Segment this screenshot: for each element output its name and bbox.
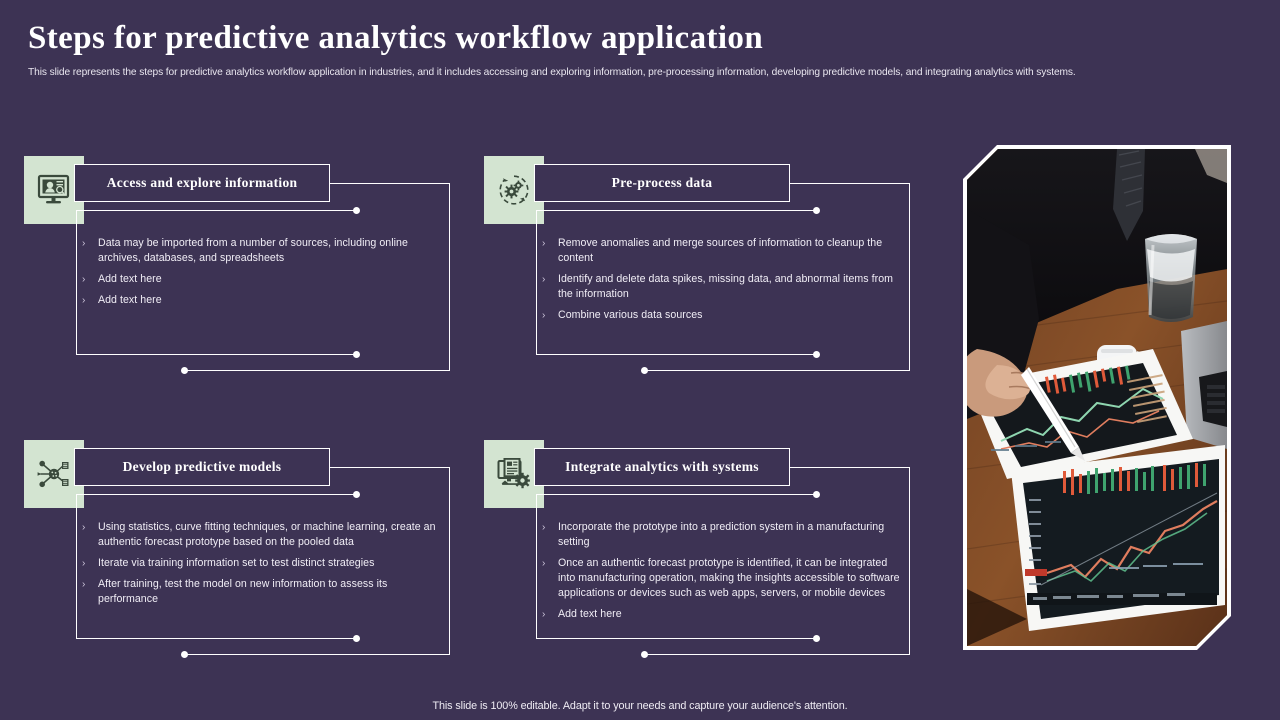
card-header-box bbox=[74, 448, 330, 486]
chevron-right-icon: › bbox=[82, 522, 86, 533]
card-header-box bbox=[534, 164, 790, 202]
connector-dot-left bbox=[181, 651, 188, 658]
chevron-right-icon: › bbox=[82, 558, 86, 569]
list-item-text: Iterate via training information set to test distinct strategies bbox=[98, 557, 375, 569]
list-item bbox=[540, 236, 900, 266]
list-item bbox=[540, 607, 900, 622]
chevron-right-icon: › bbox=[542, 238, 546, 249]
list-item bbox=[80, 236, 440, 266]
list-item bbox=[80, 293, 440, 308]
chevron-right-icon: › bbox=[542, 609, 546, 620]
connector-dot-left bbox=[181, 367, 188, 374]
list-item-text: Once an authentic forecast prototype is identified, it can be integrated into manufacturing operation, making the insights accessible to software applications or devices such as web apps, servers, or mobile devices bbox=[558, 557, 900, 599]
list-item-text: Add text here bbox=[98, 273, 162, 285]
connector-dot-top bbox=[813, 207, 820, 214]
list-item-text: Data may be imported from a number of sources, including online archives, databases, and spreadsheets bbox=[98, 237, 408, 264]
list-item-text: Add text here bbox=[98, 294, 162, 306]
header-connector-line bbox=[330, 467, 450, 468]
connector-dot-top bbox=[353, 491, 360, 498]
photo-frame bbox=[963, 145, 1231, 650]
card-integrate-analytics-with-systems[interactable] bbox=[484, 432, 910, 662]
right-rail-line bbox=[909, 183, 910, 371]
card-bullet-list bbox=[540, 520, 900, 628]
connector-dot-bottom bbox=[353, 635, 360, 642]
list-item bbox=[540, 308, 900, 323]
card-heading: Integrate analytics with systems bbox=[565, 459, 759, 474]
list-item-text: After training, test the model on new information to assess its performance bbox=[98, 578, 388, 605]
card-heading: Access and explore information bbox=[106, 175, 298, 190]
page-subtitle: This slide represents the steps for predictive analytics workflow application in industries, and it includes accessing and exploring information, pre-processing information, developing predictive models, and integrating analytics with systems. bbox=[28, 67, 1076, 78]
connector-dot-bottom bbox=[813, 351, 820, 358]
card-access-and-explore-information[interactable] bbox=[24, 148, 450, 378]
chevron-right-icon: › bbox=[82, 238, 86, 249]
bottom-connector-line bbox=[644, 370, 910, 371]
card-bullet-list bbox=[80, 236, 440, 314]
slide-footer-note: This slide is 100% editable. Adapt it to your needs and capture your audience's attention. bbox=[432, 700, 848, 712]
right-rail-line bbox=[449, 467, 450, 655]
card-heading: Pre-process data bbox=[611, 175, 713, 190]
list-item-text: Identify and delete data spikes, missing data, and abnormal items from the information bbox=[558, 273, 894, 300]
list-item-text: Using statistics, curve fitting techniques, or machine learning, create an authentic forecast prototype based on the pooled data bbox=[98, 521, 436, 548]
card-bullet-list bbox=[80, 520, 440, 613]
list-item-text: Add text here bbox=[558, 608, 622, 620]
list-item bbox=[540, 520, 900, 550]
connector-dot-bottom bbox=[353, 351, 360, 358]
right-rail-line bbox=[909, 467, 910, 655]
chevron-right-icon: › bbox=[542, 522, 546, 533]
list-item bbox=[80, 520, 440, 550]
chevron-right-icon: › bbox=[82, 274, 86, 285]
connector-dot-left bbox=[641, 651, 648, 658]
list-item bbox=[540, 556, 900, 601]
business-analytics-photo bbox=[967, 149, 1227, 646]
connector-dot-top bbox=[813, 491, 820, 498]
connector-dot-bottom bbox=[813, 635, 820, 642]
chevron-right-icon: › bbox=[542, 558, 546, 569]
chevron-right-icon: › bbox=[542, 274, 546, 285]
card-pre-process-data[interactable] bbox=[484, 148, 910, 378]
list-item-text: Combine various data sources bbox=[558, 309, 703, 321]
bottom-connector-line bbox=[184, 654, 450, 655]
chevron-right-icon: › bbox=[82, 295, 86, 306]
chevron-right-icon: › bbox=[542, 310, 546, 321]
page-title: Steps for predictive analytics workflow application bbox=[28, 20, 764, 56]
card-develop-predictive-models[interactable] bbox=[24, 432, 450, 662]
card-bullet-list bbox=[540, 236, 900, 329]
card-header-box bbox=[534, 448, 790, 486]
card-header-box bbox=[74, 164, 330, 202]
bottom-connector-line bbox=[184, 370, 450, 371]
list-item bbox=[540, 272, 900, 302]
card-heading: Develop predictive models bbox=[122, 459, 282, 474]
list-item bbox=[80, 272, 440, 287]
header-connector-line bbox=[790, 467, 910, 468]
header-connector-line bbox=[330, 183, 450, 184]
list-item bbox=[80, 556, 440, 571]
chevron-right-icon: › bbox=[82, 579, 86, 590]
list-item-text: Incorporate the prototype into a prediction system in a manufacturing setting bbox=[558, 521, 885, 548]
list-item-text: Remove anomalies and merge sources of information to cleanup the content bbox=[558, 237, 883, 264]
header-connector-line bbox=[790, 183, 910, 184]
bottom-connector-line bbox=[644, 654, 910, 655]
right-rail-line bbox=[449, 183, 450, 371]
connector-dot-left bbox=[641, 367, 648, 374]
connector-dot-top bbox=[353, 207, 360, 214]
list-item bbox=[80, 577, 440, 607]
